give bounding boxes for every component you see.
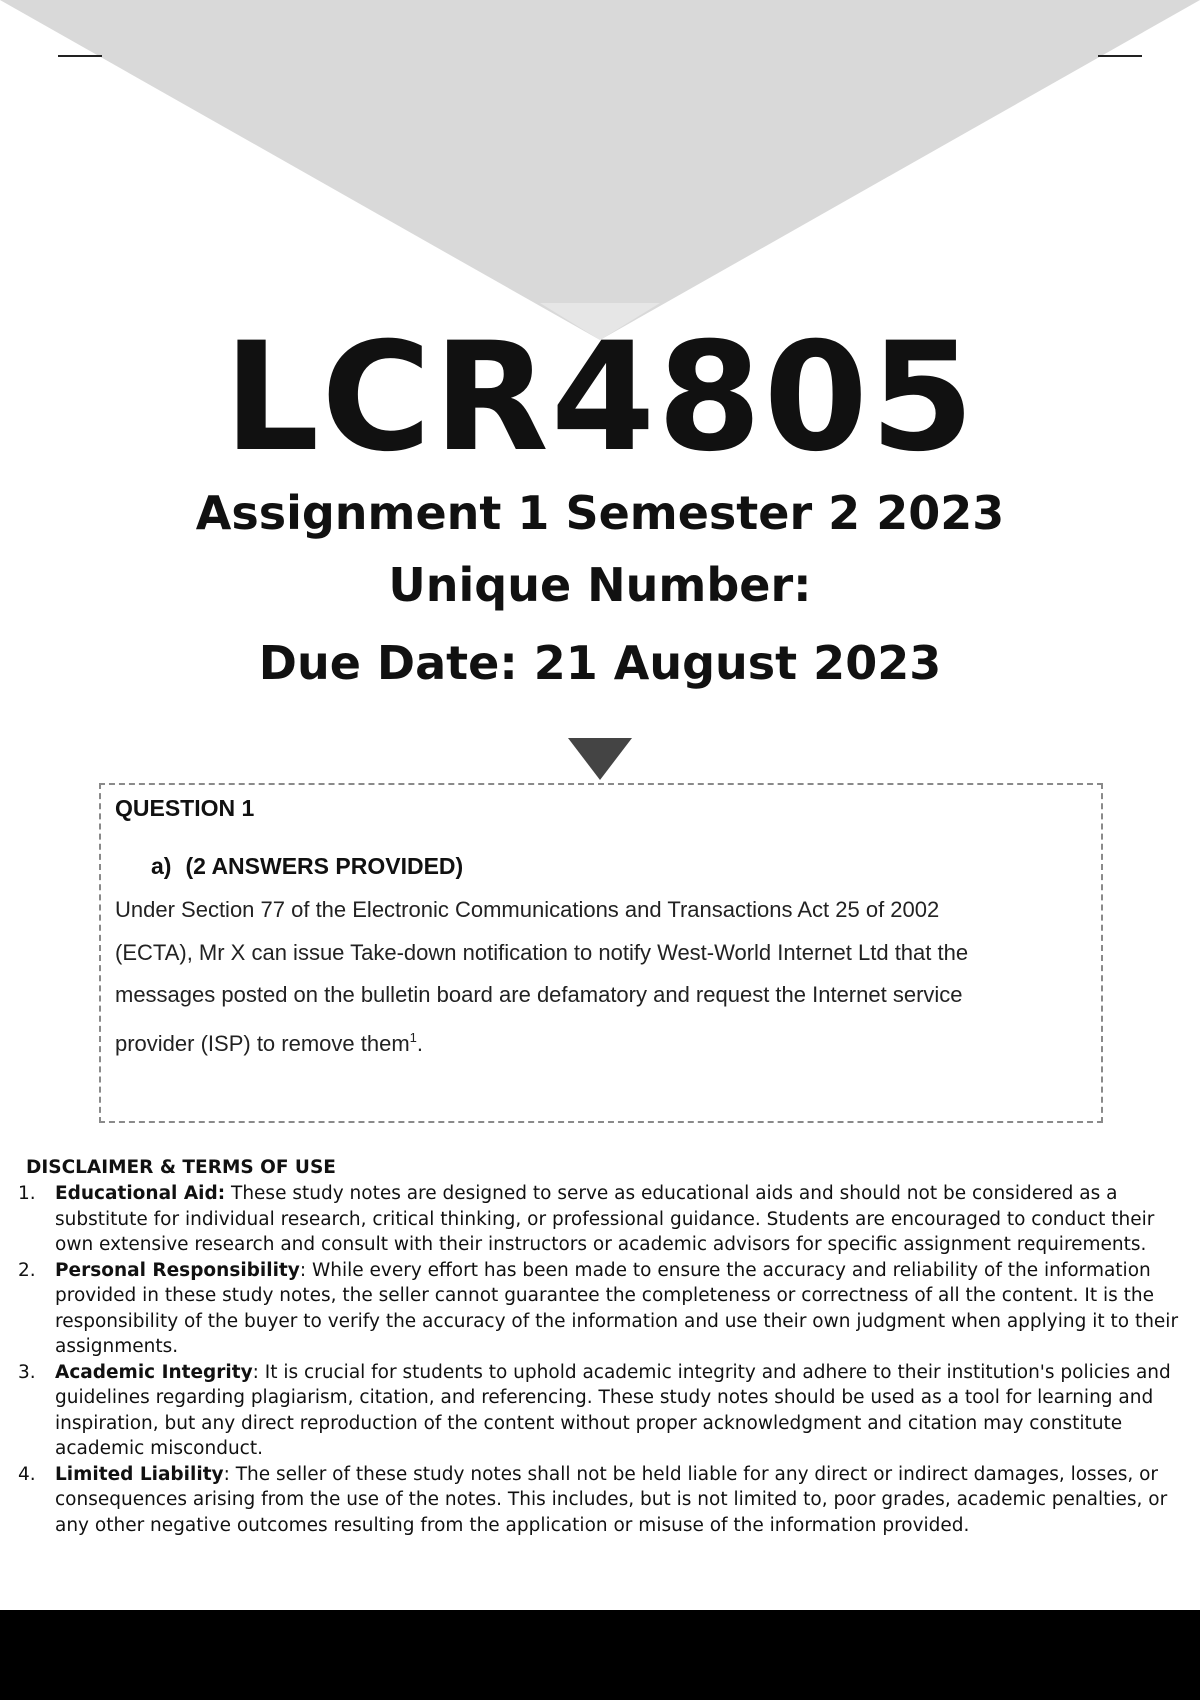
disclaimer-item-heading: Academic Integrity <box>55 1361 253 1383</box>
down-triangle-icon <box>568 738 632 780</box>
disclaimer-title: DISCLAIMER & TERMS OF USE <box>26 1157 336 1178</box>
disclaimer-item: 3. Academic Integrity: It is crucial for students to uphold academic integrity and adhere to their institution's policies and guidelines regarding plagiarism, citation, and referencing. These study notes should be used as a tool for learning and inspiration, but any direct reproduction of the content without proper acknowledgment and citation may constitute academic misconduct. <box>18 1361 1171 1459</box>
disclaimer-item-text: : While every effort has been made to ensure the accuracy and reliability of the information provided in these study notes, the seller cannot guarantee the completeness or correctness of all the content. It is the responsibility of the buyer to verify the accuracy of the information and use their own judgment when applying it to their assignments. <box>55 1259 1179 1357</box>
footer-bar <box>0 1610 1200 1700</box>
course-code: LCR4805 <box>223 311 977 485</box>
footnote-marker: 1 <box>409 1029 417 1045</box>
disclaimer-item-text: : It is crucial for students to uphold academic integrity and adhere to their institution's policies and guidelines regarding plagiarism, citation, and referencing. These study notes should be used as a tool for learning and inspiration, but any direct reproduction of the content without proper acknowledgment and citation may constitute academic misconduct. <box>55 1361 1171 1459</box>
disclaimer-item-text: These study notes are designed to serve as educational aids and should not be considered as a substitute for individual research, critical thinking, or professional guidance. Students are encouraged to conduct their own extensive research and consult with their instructors or academic advisors for specific assignment requirements. <box>55 1183 1155 1255</box>
unique-number-label: Unique Number: <box>388 558 812 612</box>
disclaimer-item-heading: Educational Aid: <box>55 1183 226 1204</box>
assignment-subtitle: Assignment 1 Semester 2 2023 <box>195 486 1005 540</box>
corner-rule-right <box>1098 55 1142 57</box>
corner-rule-left <box>58 55 102 57</box>
disclaimer-item-heading: Limited Liability <box>55 1463 224 1485</box>
answer-line: (ECTA), Mr X can issue Take-down notification to notify West-World Internet Ltd that the <box>115 939 969 965</box>
part-label: a) <box>151 853 172 879</box>
disclaimer-section <box>18 1155 1190 1538</box>
question-answer <box>115 889 1087 1065</box>
answer-line-last: provider (ISP) to remove them$^1$. <box>115 1029 424 1056</box>
disclaimer-item: 4. Limited Liability: The seller of these study notes shall not be held liable for any direct or indirect damages, losses, or consequences arising from the use of the notes. This includes, but is not limited to, poor grades, academic penalties, or any other negative outcomes resulting from the application or misuse of the information provided. <box>18 1463 1168 1536</box>
disclaimer-item: 1. Educational Aid: These study notes are designed to serve as educational aids and should not be considered as a substitute for individual research, critical thinking, or professional guidance. Students are encouraged to conduct their own extensive research and consult with their instructors or academic advisors for specific assignment requirements. <box>18 1183 1155 1255</box>
answer-line: Under Section 77 of the Electronic Communications and Transactions Act 25 of 2002 <box>115 897 940 922</box>
due-date: Due Date: 21 August 2023 <box>258 636 942 690</box>
question-title: QUESTION 1 <box>115 795 255 821</box>
part-title: (2 ANSWERS PROVIDED) <box>185 853 464 879</box>
disclaimer-item-heading: Personal Responsibility <box>55 1259 300 1281</box>
disclaimer-item-text: : The seller of these study notes shall not be held liable for any direct or indirect damages, losses, or consequences arising from the use of the notes. This includes, but is not limited to, poor grades, academic penalties, or any other negative outcomes resulting from the application or misuse of the information provided. <box>55 1463 1168 1536</box>
question-box <box>99 783 1103 1123</box>
answer-line: messages posted on the bulletin board are defamatory and request the Internet service <box>115 982 963 1007</box>
disclaimer-item: 2. Personal Responsibility: While every effort has been made to ensure the accuracy and reliability of the information provided in these study notes, the seller cannot guarantee the completeness or correctness of all the content. It is the responsibility of the buyer to verify the accuracy of the information and use their own judgment when applying it to their assignments. <box>18 1259 1179 1357</box>
disclaimer-list <box>18 1181 1190 1538</box>
question-part <box>151 853 463 880</box>
top-chevron-banner <box>0 0 1200 340</box>
